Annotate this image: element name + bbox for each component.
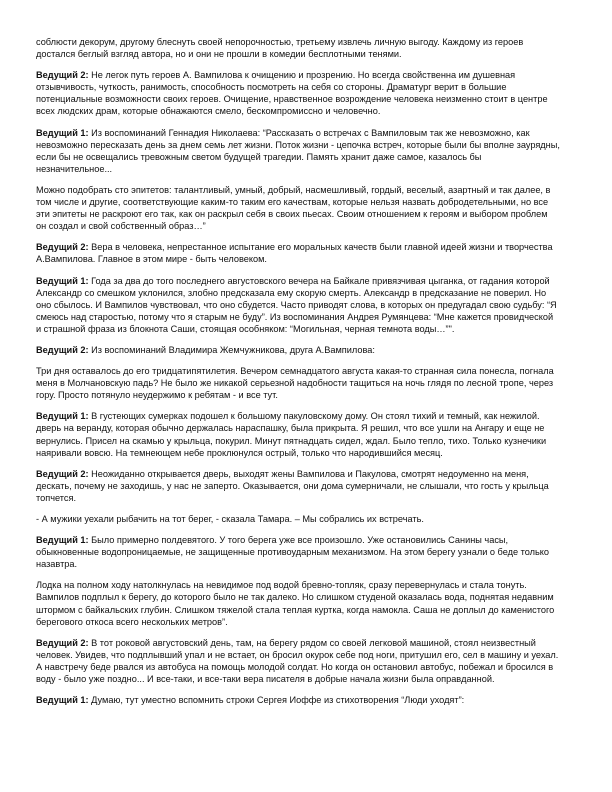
- paragraph-text: Можно подобрать сто эпитетов: талантливый, умный, добрый, насмешливый, гордый, веселый, азартный и так далее, в том числе и другие, соответствующие каким-то таким его качествам, которые нельзя назвать добродетельными, но все эти эпитеты не раскроют его так, как он раскрыл себя в своих пьесах. Своим отношением к героям и выбором проблем он создал и свой собственный образ…”: [36, 184, 551, 232]
- paragraph: [36, 344, 560, 356]
- paragraph: [36, 637, 560, 685]
- speaker-label: Ведущий 2:: [36, 242, 89, 253]
- paragraph-text: Года за два до того последнего августовского вечера на Байкале привязчивая цыганка, от гадания которой Александр со смешком уклонился, злобно предсказала ему скорую смерть. Александр в предсказание не поверил. Но оно сбылось. И Вампилов чувствовал, что оно сбудется. Часто приводят слова, в которых он предугадал свою судьбу: “Я смеюсь над старостью, потому что я старым не буду”. Из воспоминания Андрея Румянцева: “Мне кажется провидческой и страшной фраза из блокнота Саши, стоящая особняком: “Могильная, черная темнота воды…”".: [36, 275, 557, 334]
- paragraph: [36, 365, 560, 401]
- paragraph: [36, 241, 560, 265]
- speaker-label: Ведущий 1:: [36, 695, 89, 706]
- paragraph-text: Вера в человека, непрестанное испытание его моральных качеств были главной идеей жизни и творчества А.Вампилова. Главное в этом мире - быть человеком.: [36, 242, 553, 265]
- paragraph-text: В тот роковой августовский день, там, на берегу рядом со своей легковой машиной, стоял неизвестный человек. Увидев, что подплывший упал и не встает, он бросил окурок себе под ноги, притушил его, сел в машину и уехал. А навстречу беде рвался из автобуса на помощь молодой солдат. Но когда он остановил автобус, побежал и бросился в воду - было уже поздно... И все-таки, и все-таки вера писателя в добрые начала жизни была оправданной.: [36, 637, 559, 685]
- speaker-label: Ведущий 1:: [36, 535, 89, 546]
- paragraph-text: Из воспоминаний Владимира Жемчужникова, друга А.Вампилова:: [88, 344, 375, 355]
- paragraph: [36, 36, 560, 60]
- speaker-label: Ведущий 2:: [36, 344, 89, 355]
- paragraph-text: Неожиданно открывается дверь, выходят жены Вампилова и Пакулова, смотрят недоуменно на меня, дескать, почему не заходишь, у нас не заперто. Оказывается, они дома сумерничали, не слышали, что гость у крыльца топчется.: [36, 468, 549, 503]
- speaker-label: Ведущий 1:: [36, 275, 89, 286]
- speaker-label: Ведущий 1:: [36, 411, 89, 422]
- paragraph-text: Из воспоминаний Геннадия Николаева: “Рассказать о встречах с Вампиловым так же невозможно, как невозможно пересказать день за днем семь лет жизни. Поток жизни - цепочка встреч, которые были бы вполне заурядны, если бы не освещались тревожным светом будущей трагедии. Память хранит даже самое, казалось бы незначительное...: [36, 127, 560, 174]
- paragraph: [36, 513, 560, 525]
- speaker-label: Ведущий 1:: [36, 127, 89, 138]
- paragraph: [36, 275, 560, 335]
- paragraph: [36, 579, 560, 627]
- paragraph-text: Лодка на полном ходу натолкнулась на невидимое под водой бревно-топляк, сразу перевернулась и стала тонуть. Вампилов подплыл к берегу, до которого было не так далеко. Но слишком студеной оказалась вода, поднятая недавним штормом с байкальских глубин. Слишком тяжелой стала теплая куртка, когда намокла. Саша не доплыл до каменистого берегового откоса всего нескольких метров”.: [36, 580, 555, 627]
- paragraph-text: Было примерно полдевятого. У того берега уже все произошло. Уже остановились Санины часы, обыкновенные водопроницаемые, не защищенные противоударным механизмом. На этом берегу узнали о беде только назавтра.: [36, 535, 550, 570]
- paragraph: [36, 534, 560, 570]
- paragraph: [36, 69, 560, 117]
- paragraph: [36, 127, 560, 175]
- paragraph-text: В густеющих сумерках подошел к большому пакуловскому дому. Он стоял тихий и темный, как нежилой. дверь на веранду, которая обычно держалась нараспашку, была прикрыта. Я решил, что все ушли на Ангару и еще не вернулись. Присел на скамью у крыльца, покурил. Минут пятнадцать сидел, ждал. Было тепло, тихо. Только кузнечики наяривали вовсю. На темнеющем небе проклюнулся острый, только что народившийся месяц.: [36, 411, 547, 458]
- paragraph-text: соблюсти декорум, другому блеснуть своей непорочностью, третьему извлечь личную выгоду. Каждому из героев достался беглый взгляд автора, но и они не прошли в комедии бесплотными тенями.: [36, 37, 524, 60]
- paragraph-text: Думаю, тут уместно вспомнить строки Сергея Иоффе из стихотворения “Люди уходят”:: [88, 695, 465, 706]
- paragraph-text: - А мужики уехали рыбачить на тот берег, - сказала Тамара. – Мы собрались их встречать.: [36, 514, 424, 524]
- paragraph: [36, 184, 560, 232]
- speaker-label: Ведущий 2:: [36, 70, 89, 81]
- speaker-label: Ведущий 2:: [36, 637, 89, 648]
- paragraph: [36, 694, 560, 706]
- paragraph: [36, 468, 560, 504]
- speaker-label: Ведущий 2:: [36, 468, 89, 479]
- paragraph: [36, 410, 560, 458]
- paragraph-text: Не легок путь героев А. Вампилова к очищению и прозрению. Но всегда свойственна им душевная отзывчивость, чуткость, ранимость, способность посмотреть на себя со стороны. Драматург верит в большие потенциальные возможности своих героев. Очищение, нравственное возрождение человека неизменно стоит в центре всех людских драм, которые обнажаются смело, бескомпромиссно и человечно.: [36, 70, 548, 117]
- paragraph-text: Три дня оставалось до его тридцатипятилетия. Вечером семнадцатого августа какая-то странная сила понесла, погнала меня в Молчановскую падь? Не было же никакой серьезной надобности тащиться на ночь глядя по лесной тропе, через гору. Просто потянуло неудержимо к ребятам - и все тут.: [36, 366, 554, 401]
